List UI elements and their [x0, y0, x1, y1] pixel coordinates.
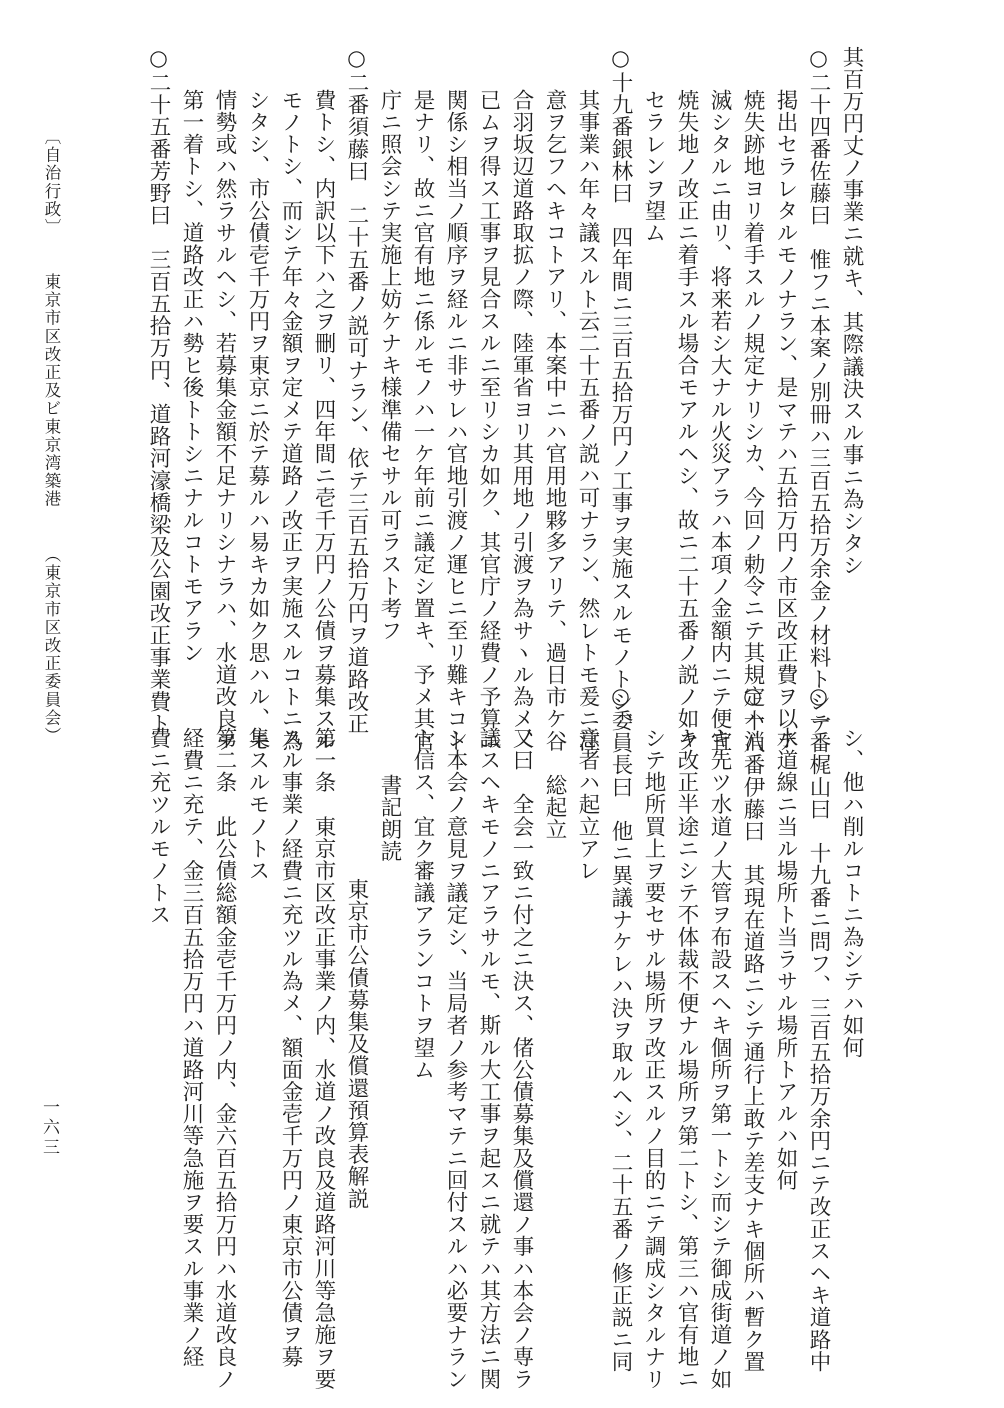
text-column: 焼失地ノ改正ニ着手スル場合モアルヘシ、故ニ二十五番ノ説ノ如ク: [674, 89, 699, 752]
text-column: シ本会ノ意見ヲ議定シ、当局者ノ参考マテニ回付スルハ必要ナラン: [443, 727, 468, 1390]
text-column: 掲出セラレタルモノナラン、是マテハ五拾万円ノ市区改正費ヲ以テ: [773, 89, 798, 752]
running-head-title: 東京市区改正及ビ東京湾築港: [42, 273, 61, 509]
running-head-section: （東京市区改正委員会）: [42, 545, 61, 745]
text-column: 費ニ充ツルモノトス: [146, 727, 171, 926]
text-column: セラレンヲ望ム: [641, 89, 666, 244]
text-column: 合羽坂辺道路取拡ノ際、陸軍省ヨリ其用地ノ引渡ヲ為サヽル為メ、: [509, 89, 534, 752]
text-column: ト信ス、宜ク審議アランコトヲ望ム: [410, 727, 435, 1081]
text-column: キ先ツ水道ノ大管ヲ布設スヘキ個所ヲ第一トシ而シテ御成街道ノ如: [707, 727, 732, 1390]
text-column: ○十八番伊藤曰 其現在道路ニシテ通行上敢テ差支ナキ個所ハ暫ク置: [740, 684, 765, 1373]
text-column: 意ヲ乞フヘキコトアリ、本案中ニハ官用地夥多アリテ、過日市ケ谷: [542, 89, 567, 752]
text-column: 東京市公債募集及償還預算表解説: [344, 877, 369, 1209]
text-column: 水道線ニ当ル場所ト当ラサル場所トアルハ如何: [773, 727, 798, 1192]
text-column: スル事業ノ経費ニ充ツル為メ、額面金壱千万円ノ東京市公債ヲ募: [278, 727, 303, 1368]
text-column: 焼失跡地ヨリ着手スルノ規定ナリシカ、今回ノ勅令ニテ其規定ハ消: [740, 89, 765, 752]
text-column: 集スルモノトス: [245, 727, 270, 882]
text-column: 意者ハ起立アレ: [575, 727, 600, 882]
text-column: 已ムヲ得ス工事ヲ見合スルニ至リシカ如ク、其官庁ノ経費ノ予算ニ: [476, 89, 501, 752]
text-column: 庁ニ照会シテ実施上妨ケナキ様準備セサル可ラスト考フ: [377, 89, 402, 642]
page-number: 一六三: [39, 1098, 59, 1158]
text-column: 又曰 全会一致ニ付之ニ決ス、偖公債募集及償還ノ事ハ本会ノ専ラ: [509, 727, 534, 1390]
text-column: モノトシ、而シテ年々金額ヲ定メテ道路ノ改正ヲ実施スルコトニ為: [278, 89, 303, 752]
text-column: キ改正半途ニシテ不体裁不便ナル場所ヲ第二トシ、第三ハ官有地ニ: [674, 727, 699, 1390]
text-column: ○二十四番佐藤曰 惟フニ本案ノ別冊ハ三百五拾万余金ノ材料トシテ: [806, 46, 831, 735]
text-column: 第一条 東京市区改正事業ノ内、水道ノ改良及道路河川等急施ヲ要: [311, 727, 336, 1390]
text-column: ○二十五番芳野曰 三百五拾万円、道路河濠橋梁及公園改正事業費ト: [146, 46, 171, 735]
text-column: 費トシ、内訳以下ハ之ヲ刪リ、四年間ニ壱千万円ノ公債ヲ募集スル: [311, 89, 336, 752]
text-column: 情勢或ハ然ラサルヘシ、若募集金額不足ナリシナラハ、水道改良ヲ: [212, 89, 237, 752]
text-column: ○二番須藤曰 二十五番ノ説可ナラン、依テ三百五拾万円ヲ道路改正: [344, 46, 369, 735]
text-column: 経費ニ充テ、金三百五拾万円ハ道路河川等急施ヲ要スル事業ノ経: [179, 727, 204, 1368]
lower-text-block: [142, 684, 868, 1390]
text-column: シタシ、市公債壱千万円ヲ東京ニ於テ募ルハ易キカ如ク思ハル、モ: [245, 89, 270, 752]
text-column: 其事業ハ年々議スルト云二十五番ノ説ハ可ナラン、然レトモ爰ニ注: [575, 89, 600, 752]
text-column: 其百万円丈ノ事業ニ就キ、其際議決スル事ニ為シタシ: [839, 46, 864, 577]
text-column: ○十九番銀林曰 四年間ニ三百五拾万円ノ工事ヲ実施スルモノトシ、: [608, 46, 633, 735]
running-head-series: 〔自治行政〕: [42, 128, 61, 237]
text-column: 滅シタルニ由リ、将来若シ大ナル火災アラハ本項ノ金額内ニテ便宜: [707, 89, 732, 752]
text-column: シテ地所買上ヲ要セサル場所ヲ改正スルノ目的ニテ調成シタルナリ: [641, 727, 666, 1390]
text-column: 総起立: [542, 774, 567, 841]
text-column: 是ナリ、故ニ官有地ニ係ルモノハ一ケ年前ニ議定シ置キ、予メ其官: [410, 89, 435, 752]
text-column: シ、他ハ削ルコトニ為シテハ如何: [839, 727, 864, 1059]
upper-text-block: [142, 46, 868, 752]
text-column: 第一着トシ、道路改正ハ勢ヒ後トトシニナルコトモアラン: [179, 89, 204, 664]
text-column: ○委員長曰 他ニ異議ナケレハ決ヲ取ルヘシ、二十五番ノ修正説ニ同: [608, 684, 633, 1373]
text-column: ○一番梶山曰 十九番ニ問フ、三百五拾万余円ニテ改正スヘキ道路中: [806, 684, 831, 1373]
text-column: 関係シ相当ノ順序ヲ経ルニ非サレハ官地引渡ノ運ヒニ至リ難キコト: [443, 89, 468, 752]
running-head: [40, 128, 62, 745]
text-column: 書記朗読: [377, 774, 402, 863]
text-column: 議スヘキモノニアラサルモ、斯ル大工事ヲ起スニ就テハ其方法ニ関: [476, 727, 501, 1390]
text-column: 第二条 此公債総額金壱千万円ノ内、金六百五拾万円ハ水道改良ノ: [212, 727, 237, 1390]
